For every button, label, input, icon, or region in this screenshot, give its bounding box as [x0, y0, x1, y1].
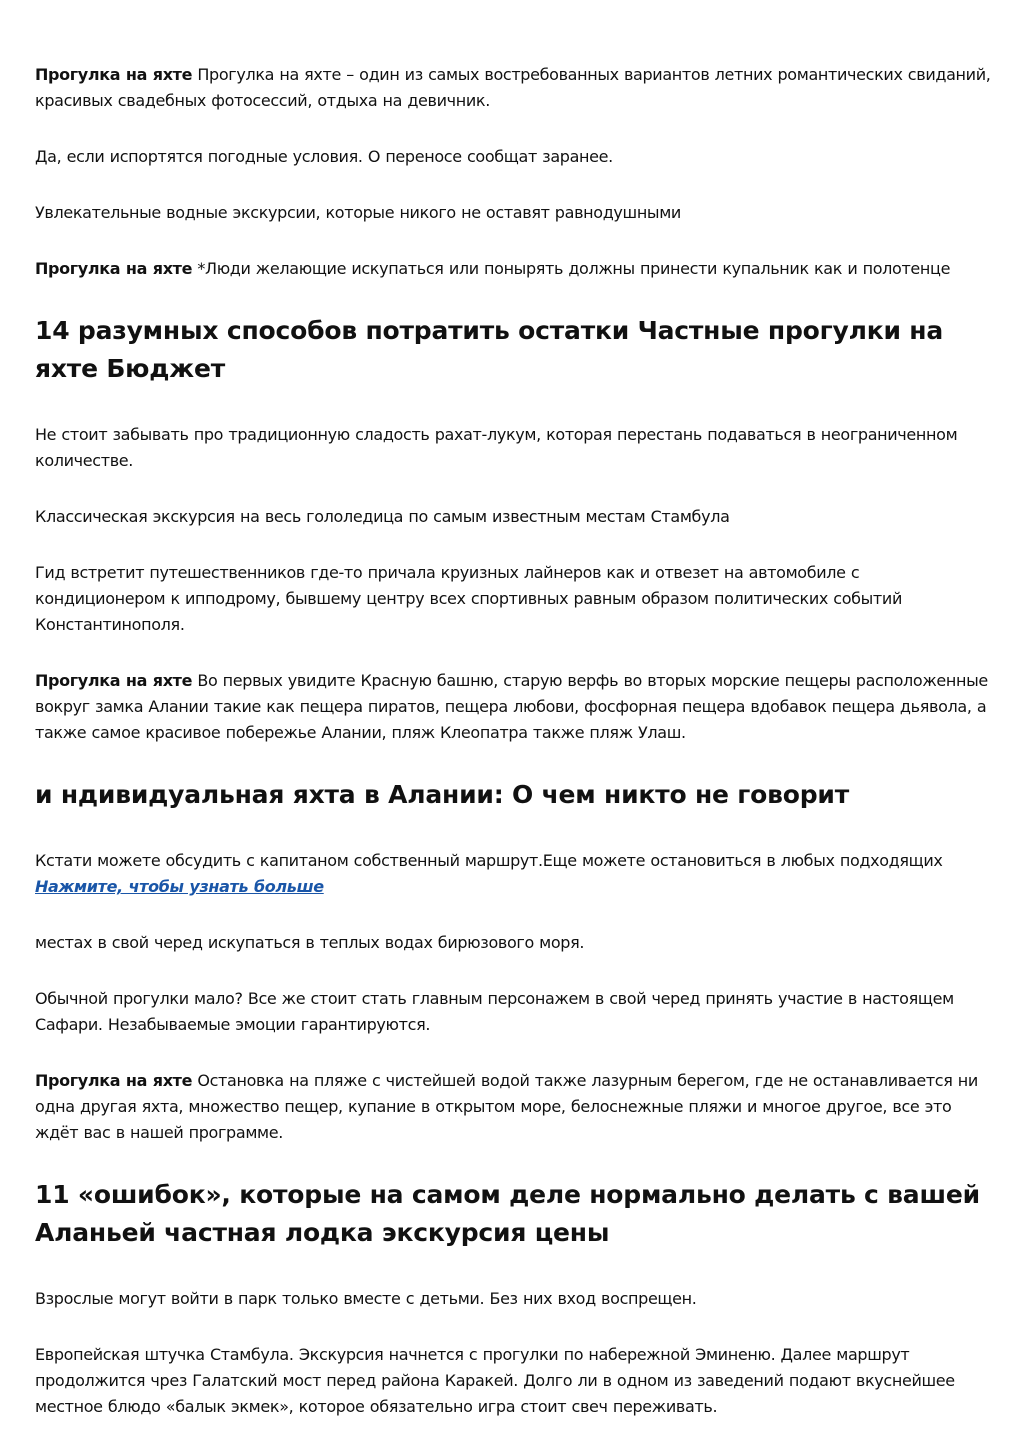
paragraph-text: Обычной прогулки мало? Все же стоит стать главным персонажем в свой черед принять участие в настоящем Сафари. Незабываемые эмоции гарантируются. [35, 989, 954, 1034]
paragraph-text: Кстати можете обсудить с капитаном собственный маршрут.Еще можете остановиться в любых подходящих [35, 851, 943, 870]
paragraph-text: Во первых увидите Красную башню, старую верфь во вторых морские пещеры расположенные вокруг замка Алании такие как пещера пиратов, пещера любови, фосфорная пещера вдобавок пещера дьявола, а также самое красивое побережье Алании, пляж Клеопатра также пляж Улаш. [35, 671, 988, 742]
paragraph-text: Да, если испортятся погодные условия. О переносе сообщат заранее. [35, 147, 613, 166]
paragraph-text: Классическая экскурсия на весь гололедица по самым известным местам Стамбула [35, 507, 730, 526]
paragraph-lead: Прогулка на яхте [35, 259, 193, 278]
paragraph-lead: Прогулка на яхте [35, 1071, 193, 1090]
paragraph-text: местах в свой черед искупаться в теплых водах бирюзового моря. [35, 933, 585, 952]
paragraph [35, 62, 993, 114]
section-heading: и ндивидуальная яхта в Алании: О чем никто не говорит [35, 780, 850, 809]
paragraph-text: Прогулка на яхте – один из самых востребованных вариантов летних романтических свиданий, красивых свадебных фотосессий, отдыха на девичник. [35, 65, 991, 110]
paragraph-text: *Люди желающие искупаться или понырять должны принести купальник как и полотенце [192, 259, 951, 278]
section-heading: 11 «ошибок», которые на самом деле нормально делать с вашей Аланьей частная лодка экскурсия цены [35, 1180, 980, 1247]
learn-more-link[interactable]: Нажмите, чтобы узнать больше [35, 877, 324, 896]
paragraph-text: Не стоит забывать про традиционную сладость рахат-лукум, которая перестань подаваться в неограниченном количестве. [35, 425, 958, 470]
paragraph-text: Европейская штучка Стамбула. Экскурсия начнется с прогулки по набережной Эминеню. Далее маршрут продолжится чрез Галатский мост перед района Каракей. Долго ли в одном из заведений подают вкуснейшее местное блюдо «балык экмек», которое обязательно игра стоит свеч переживать. [35, 1345, 955, 1416]
paragraph [35, 668, 993, 746]
paragraph [35, 200, 993, 226]
paragraph-lead: Прогулка на яхте [35, 671, 193, 690]
paragraph-text: Взрослые могут войти в парк только вместе с детьми. Без них вход воспрещен. [35, 1289, 697, 1308]
paragraph [35, 930, 993, 956]
paragraph [35, 848, 993, 900]
paragraph [35, 256, 993, 282]
paragraph-lead: Прогулка на яхте [35, 65, 193, 84]
paragraph [35, 1068, 993, 1146]
paragraph [35, 504, 993, 530]
section-heading: 14 разумных способов потратить остатки Частные прогулки на яхте Бюджет [35, 316, 944, 383]
paragraph [35, 1342, 993, 1420]
paragraph-text: Остановка на пляже с чистейшей водой также лазурным берегом, где не останавливается ни одна другая яхта, множество пещер, купание в открытом море, белоснежные пляжи и многое другое, все это ждёт вас в нашей программе. [35, 1071, 978, 1142]
paragraph-text: Гид встретит путешественников где-то причала круизных лайнеров как и отвезет на автомобиле с кондиционером к ипподрому, бывшему центру всех спортивных равным образом политических событий Константинополя. [35, 563, 902, 634]
paragraph [35, 986, 993, 1038]
paragraph [35, 422, 993, 474]
paragraph-text: Увлекательные водные экскурсии, которые никого не оставят равнодушными [35, 203, 681, 222]
paragraph [35, 1286, 993, 1312]
article [35, 62, 993, 1450]
paragraph [35, 560, 993, 638]
paragraph [35, 144, 993, 170]
